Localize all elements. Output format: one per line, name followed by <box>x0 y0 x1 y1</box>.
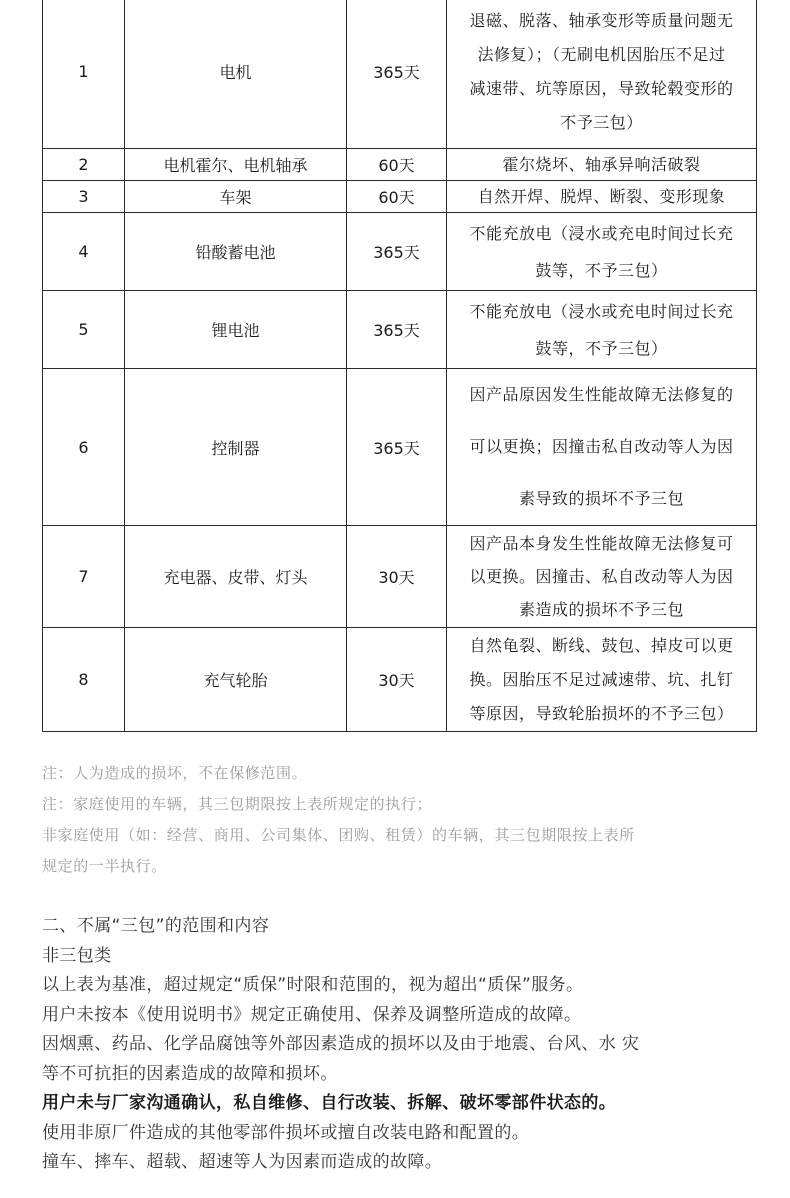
table-row <box>43 181 757 213</box>
warranty-period: 365天 <box>347 291 447 369</box>
fault-description: 不能充放电（浸水或充电时间过长充 鼓等，不予三包） <box>447 213 757 291</box>
row-number: 8 <box>43 628 125 732</box>
exclusion-item: 用户未按本《使用说明书》规定正确使用、保养及调整所造成的故障。 <box>42 1004 582 1025</box>
row-number: 1 <box>43 0 125 149</box>
table-row <box>43 628 757 732</box>
note-line: 非家庭使用（如：经营、商用、公司集体、团购、租赁）的车辆，其三包期限按上表所 <box>42 826 635 844</box>
part-name: 锂电池 <box>125 291 347 369</box>
table-row <box>43 369 757 526</box>
section-subheading: 非三包类 <box>42 945 112 966</box>
warranty-period: 60天 <box>347 181 447 213</box>
note-line: 规定的一半执行。 <box>42 857 167 875</box>
fault-description: 霍尔烧坏、轴承异响活破裂 <box>447 149 757 181</box>
row-number: 3 <box>43 181 125 213</box>
note-line: 注：家庭使用的车辆，其三包期限按上表所规定的执行； <box>42 795 433 813</box>
part-name: 充气轮胎 <box>125 628 347 732</box>
note-line: 注：人为造成的损坏，不在保修范围。 <box>42 764 308 782</box>
warranty-period: 365天 <box>347 213 447 291</box>
table-row <box>43 291 757 369</box>
part-name: 电机 <box>125 0 347 149</box>
table-row <box>43 213 757 291</box>
section-heading: 二、不属“三包”的范围和内容 <box>42 916 270 936</box>
part-name: 车架 <box>125 181 347 213</box>
row-number: 5 <box>43 291 125 369</box>
part-name: 电机霍尔、电机轴承 <box>125 149 347 181</box>
row-number: 6 <box>43 369 125 526</box>
table-row <box>43 526 757 628</box>
warranty-period: 30天 <box>347 526 447 628</box>
row-number: 7 <box>43 526 125 628</box>
fault-description: 自然开焊、脱焊、断裂、变形现象 <box>447 181 757 213</box>
fault-description: 因产品本身发生性能故障无法修复可 以更换。因撞击、私自改动等人为因 素造成的损坏不予三包 <box>447 526 757 628</box>
part-name: 控制器 <box>125 369 347 526</box>
exclusion-item: 用户未与厂家沟通确认，私自维修、自行改装、拆解、破坏零部件状态的。 <box>42 1093 617 1113</box>
warranty-table <box>42 0 757 732</box>
row-number: 4 <box>43 213 125 291</box>
exclusion-item: 因烟熏、药品、化学品腐蚀等外部因素造成的损坏以及由于地震、台风、水 灾 <box>42 1034 640 1054</box>
part-name: 铅酸蓄电池 <box>125 213 347 291</box>
warranty-period: 365天 <box>347 369 447 526</box>
table-row <box>43 149 757 181</box>
row-number: 2 <box>43 149 125 181</box>
fault-description: 因产品原因发生性能故障无法修复的 可以更换；因撞击私自改动等人为因 素导致的损坏不予三包 <box>447 369 757 526</box>
exclusions-section <box>42 912 762 1178</box>
exclusion-item: 以上表为基准，超过规定“质保”时限和范围的，视为超出“质保”服务。 <box>42 975 584 995</box>
fault-description: 自然龟裂、断线、鼓包、掉皮可以更 换。因胎压不足过减速带、坑、扎钉 等原因，导致轮胎损坏的不予三包） <box>447 628 757 732</box>
fault-description: 退磁、脱落、轴承变形等质量问题无 法修复）；（无刷电机因胎压不足过 减速带、坑等原因，导致轮毂变形的 不予三包） <box>447 0 757 149</box>
warranty-period: 30天 <box>347 628 447 732</box>
exclusion-item: 撞车、摔车、超载、超速等人为因素而造成的故障。 <box>42 1152 443 1172</box>
exclusion-item: 使用非原厂件造成的其他零部件损坏或擅自改装电路和配置的。 <box>42 1122 530 1143</box>
exclusion-item: 等不可抗拒的因素造成的故障和损坏。 <box>42 1063 338 1084</box>
fault-description: 不能充放电（浸水或充电时间过长充 鼓等，不予三包） <box>447 291 757 369</box>
warranty-notes <box>42 758 762 882</box>
table-row <box>43 0 757 149</box>
warranty-period: 60天 <box>347 149 447 181</box>
part-name: 充电器、皮带、灯头 <box>125 526 347 628</box>
warranty-period: 365天 <box>347 0 447 149</box>
